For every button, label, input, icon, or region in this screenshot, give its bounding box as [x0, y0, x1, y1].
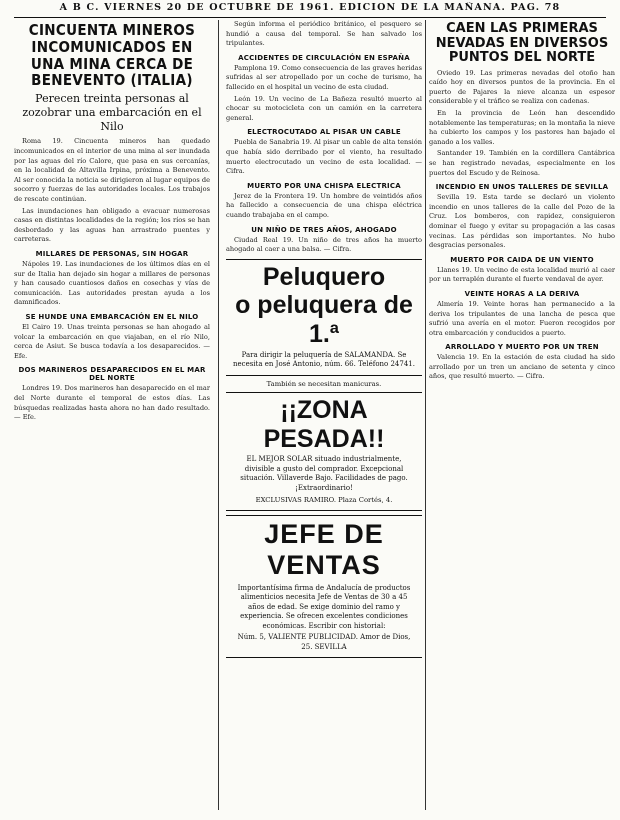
article-body: Santander 19. También en la cordillera Cantábrica se han registrado nevadas, especialmente en los puertos del Escudo y de Reinosa. [429, 149, 615, 177]
article-body: Según informa el periódico británico, el pesquero se hundió a causa del temporal. Se han salvado los tripulantes. [226, 20, 422, 48]
subhead: SE HUNDE UNA EMBARCACIÓN EN EL NILO [25, 312, 199, 321]
article-body: Ciudad Real 19. Un niño de tres años ha muerto ahogado al caer a una balsa. — Cifra. [226, 235, 422, 254]
article-body: Pamplona 19. Como consecuencia de las graves heridas sufridas al ser atropellado por un coche de turismo, ha fallecido en el hospital un vecino de esta ciudad. [226, 63, 422, 91]
ad-title: Peluquero [262, 262, 386, 291]
classified-ad-peluquero [226, 259, 422, 376]
article-body: Las inundaciones han obligado a evacuar numerosas casas en distintas localidades de la región; los ríos se han desbordado y las aguas han arrastrado puentes y carreteras. [14, 206, 210, 244]
article-body: Valencia 19. En la estación de esta ciudad ha sido arrollado por un tren un anciano de setenta y cinco años, que resultó muerto. — Cifra. [429, 353, 615, 381]
article-body: Puebla de Sanabria 19. Al pisar un cable de alta tensión que había sido derribado por el viento, ha resultado muerto electrocutado un vecino de esta localidad. — Cifra. [226, 138, 422, 176]
subhead: MUERTO POR CAIDA DE UN VIENTO [450, 255, 594, 264]
article-body: En la provincia de León han descendido notablemente las temperaturas; en la montaña la nieve ha cubierto los campos y los pastores han bajado el ganado a los valles. [429, 109, 615, 146]
article-body: Oviedo 19. Las primeras nevadas del otoño han caído hoy en diversos puntos de la provincia. En el puerto de Pajares la nieve alcanza un espesor considerable y el tráfico se realiza con cadenas. [429, 68, 615, 106]
subhead: VEINTE HORAS A LA DERIVA [464, 289, 580, 298]
column-right [429, 20, 615, 812]
ad-text: Importantísima firma de Andalucía de productos alimenticios necesita Jefe de Ventas de 30 a 45 años de edad. Se exige dominio del ramo y experiencia. Se ofrecen excelentes condiciones económicas. Escribir con historial: [237, 583, 411, 630]
ad-contact: EXCLUSIVAS RAMIRO. Plaza Cortés, 4. [255, 496, 393, 505]
ad-text: EL MEJOR SOLAR situado industrialmente, divisible a gusto del comprador. Excepcional situación. Villaverde Bajo. Facilidades de pago. ¡Extraordinario! [240, 455, 408, 492]
article-body: Jerez de la Frontera 19. Un hombre de veintidós años ha fallecido a consecuencia de una chispa eléctrica cuando trabajaba en el campo. [226, 191, 422, 219]
article-body: Nápoles 19. Las inundaciones de los últimos días en el sur de Italia han dejado sin hogar a millares de personas y han causado cuantiosos daños en cosechas y vías de comunicación. Las autoridades prestan ayuda a los damnificados. [14, 259, 210, 307]
column-divider [425, 20, 426, 810]
deck-nilo: Perecen treinta personas al zozobrar una embarcación en el Nilo [22, 92, 202, 133]
subhead: DOS MARINEROS DESAPARECIDOS EN EL MAR DEL NORTE [18, 366, 206, 383]
article-body: Almería 19. Veinte horas han permanecido a la deriva los tripulantes de una lancha de pesca que sufrió una avería en el motor. Fueron recogidos por otra embarcación y conducidos a puerto. [429, 299, 615, 337]
article-body: Roma 19. Cincuenta mineros han quedado incomunicados en el interior de una mina al ser inundada por las aguas del río Calore, que pasa en sus cercanías, en la localidad de Altavilla Irpina, próxima a Benevento. Al ser conocida la noticia se dirigieron al lugar equipos de socorro y fuerzas de las autoridades locales. Los trabajos de rescate continúan. [14, 137, 210, 203]
article-body: Llanes 19. Un vecino de esta localidad murió al caer por un terraplén durante el fuerte vendaval de ayer. [429, 265, 615, 284]
article-body: Sevilla 19. Esta tarde se declaró un violento incendio en unos talleres de la calle del Pozo de la Cruz. Los bomberos, con rapidez, consiguieron dominar el fuego y evitar su propagación a las casas vecinas. Las pérdidas son importantes. No hubo desgracias personales. [429, 193, 615, 250]
subhead: ARROLLADO Y MUERTO POR UN TREN [445, 343, 599, 352]
classified-ad-zona-pesada [226, 392, 422, 512]
ad-address: Núm. 5, VALIENTE PUBLICIDAD. Amor de Dios, 25. SEVILLA [237, 633, 411, 651]
classified-ad-jefe-ventas [226, 515, 422, 658]
column-divider [218, 20, 219, 810]
ad-note: También se necesitan manicuras. [266, 379, 382, 388]
running-head: A B C. VIERNES 20 DE OCTUBRE DE 1961. EDICION DE LA MAÑANA. PAG. 78 [59, 2, 561, 13]
article-body: El Cairo 19. Unas treinta personas se han ahogado al volcar la embarcación en que viajaban, en el río Nilo, cerca de Asiut. Se busca todavía a los desaparecidos. — Efe. [14, 322, 210, 360]
article-body: Londres 19. Dos marineros han desaparecido en el mar del Norte durante el temporal de estos días. Las búsquedas realizadas hasta ahora no han dado resultado. — Efe. [14, 384, 210, 422]
column-left [14, 20, 210, 812]
top-rule [14, 17, 606, 18]
subhead: ACCIDENTES DE CIRCULACIÓN EN ESPAÑA [238, 53, 410, 62]
ad-text: Para dirigir la peluquería de SALAMANDA. Se necesita en José Antonio, núm. 66. Teléfono 24741. [233, 350, 415, 369]
subhead: MUERTO POR UNA CHISPA ELECTRICA [247, 181, 401, 190]
article-body: León 19. Un vecino de La Bañeza resultó muerto al chocar su motocicleta con un camión en la carretera general. [226, 94, 422, 122]
column-middle [226, 20, 422, 812]
headline-nevadas: CAEN LAS PRIMERAS NEVADAS EN DIVERSOS PUNTOS DEL NORTE [435, 21, 609, 66]
ad-title: o peluquera de 1.ª [235, 291, 413, 349]
subhead: MILLARES DE PERSONAS, SIN HOGAR [35, 249, 189, 258]
subhead: INCENDIO EN UNOS TALLERES DE SEVILLA [435, 183, 609, 192]
subhead: UN NIÑO DE TRES AÑOS, AHOGADO [251, 225, 397, 234]
subhead: ELECTROCUTADO AL PISAR UN CABLE [247, 128, 401, 137]
ad-title: ¡¡ZONA PESADA!! [263, 395, 385, 453]
ad-title: JEFE DE VENTAS [264, 519, 384, 581]
headline-mineros: CINCUENTA MINEROS INCOMUNICADOS EN UNA MINA CERCA DE BENEVENTO (ITALIA) [28, 21, 196, 90]
